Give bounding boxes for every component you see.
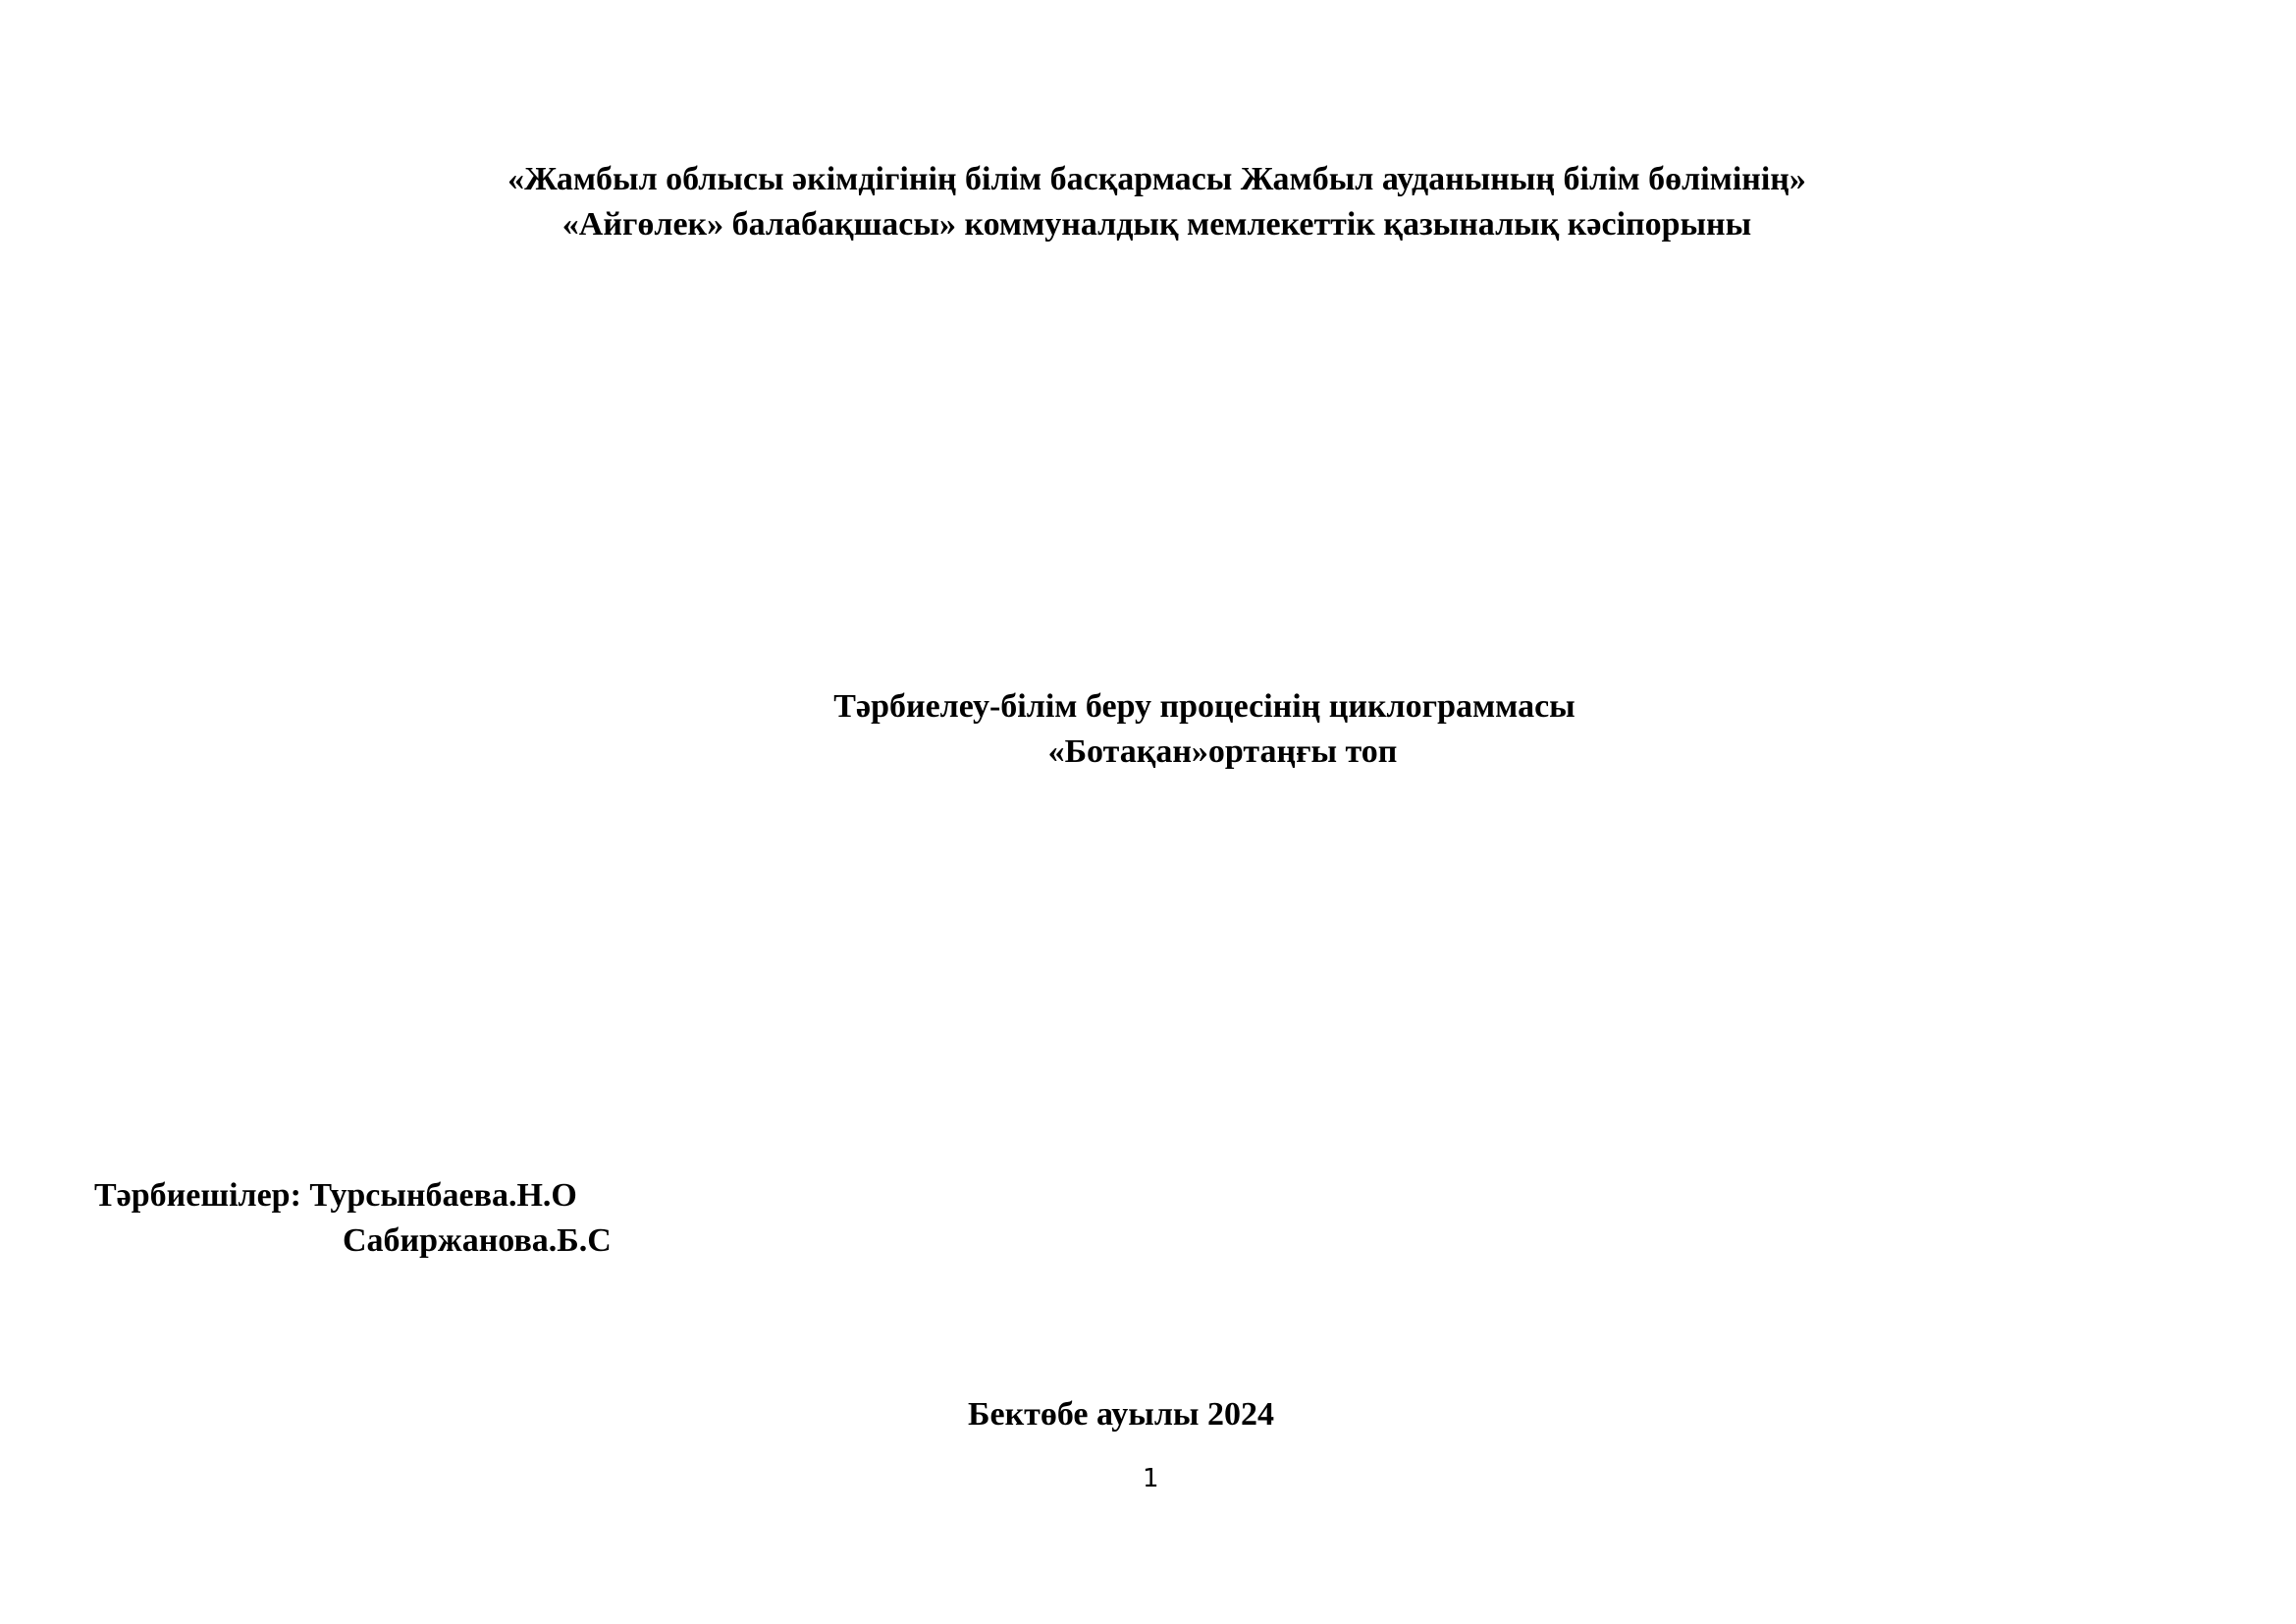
organization-header-line-2: «Айгөлек» балабақшасы» коммуналдық мемлекеттік қазыналық кәсіпорыны (561, 206, 1752, 243)
group-name: «Ботақан»ортаңғы топ (1047, 733, 1398, 770)
teachers-label: Тәрбиешілер: (94, 1177, 301, 1214)
document-title-line-1: Тәрбиелеу-білім беру процесінің циклограммасы (833, 688, 1575, 725)
teachers-block (94, 1173, 612, 1264)
organization-header (0, 157, 2296, 247)
teacher-name-1: Турсынбаева.Н.О (309, 1177, 577, 1214)
document-title (0, 684, 2296, 775)
teachers-row-2 (94, 1218, 612, 1264)
place-year: Бектөбе ауылы 2024 (968, 1396, 1274, 1433)
teachers-row-1 (94, 1173, 612, 1218)
page-number: 1 (1143, 1464, 1159, 1493)
organization-header-line-1: «Жамбыл облысы әкімдігінің білім басқармасы Жамбыл ауданының білім бөлімінің» (507, 161, 1806, 197)
teacher-name-2: Сабиржанова.Б.С (343, 1222, 612, 1259)
